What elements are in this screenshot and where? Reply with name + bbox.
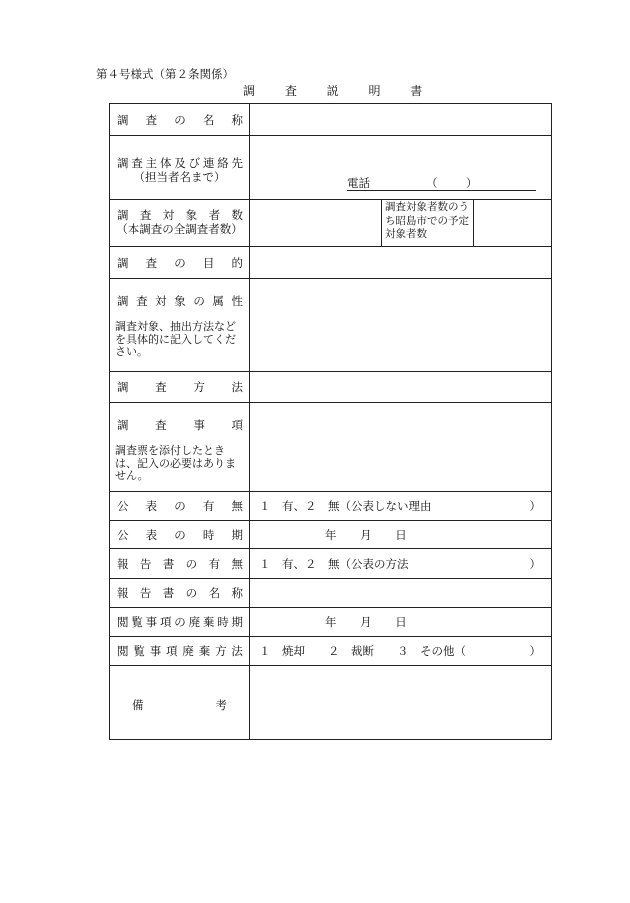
row-publication: [110, 492, 551, 521]
label-cell: [110, 247, 250, 278]
label-cell: [110, 279, 250, 371]
label-cell: [110, 549, 250, 578]
phone-paren-open: （: [426, 176, 438, 190]
label-cell: [110, 403, 250, 491]
publication-time-label: 公 表 の 時 期: [117, 528, 243, 542]
survey-name-label: 調 査 の 名 称: [117, 113, 243, 127]
row-publication-time: [110, 521, 551, 549]
items-field[interactable]: [250, 403, 551, 491]
attributes-field[interactable]: [250, 279, 551, 371]
form-number: 第４号様式（第２条関係）: [96, 67, 234, 81]
disposal-method-field[interactable]: [250, 637, 551, 665]
divider: [381, 200, 382, 246]
remarks-label: 備 考: [132, 698, 227, 712]
items-note: 調査票を添付したときは、記入の必要はありません。: [115, 444, 236, 482]
purpose-label: 調 査 の 目 的: [117, 256, 243, 270]
disposal-method-label: 閲 覧 事 項 廃 棄 方 法: [117, 644, 243, 658]
phone-label: 電話: [347, 176, 370, 190]
row-subject-count: [110, 200, 551, 247]
publication-options: １ 有、２ 無（公表しない理由: [259, 499, 432, 513]
survey-body-label: 調 査 主 体 及 び 連 絡 先: [117, 156, 243, 170]
row-report-name: [110, 579, 551, 608]
survey-body-sublabel: （担当者名まで）: [133, 170, 226, 184]
row-method: [110, 372, 551, 403]
subject-count-field[interactable]: [250, 200, 551, 246]
row-disposal-method: [110, 637, 551, 666]
label-cell: [110, 637, 250, 665]
survey-form-table: [109, 103, 552, 740]
disposal-options: １ 焼却 ２ 裁断 ３ その他（: [259, 644, 466, 658]
disposal-time-label: 閲 覧 事 項 の 廃 棄 時 期: [117, 615, 243, 629]
publication-label: 公 表 の 有 無: [117, 499, 243, 513]
publication-field[interactable]: [250, 492, 551, 520]
label-cell: [110, 372, 250, 402]
subject-count-sublabel: （本調査の全調査者数）: [116, 222, 243, 236]
row-attributes: [110, 279, 551, 372]
divider: [473, 200, 474, 246]
phone-line[interactable]: [347, 176, 536, 191]
row-survey-name: [110, 104, 551, 136]
label-cell: [110, 666, 250, 739]
label-cell: [110, 200, 250, 246]
document-title: 調 査 説 明 書: [243, 84, 423, 98]
label-cell: [110, 521, 250, 548]
label-cell: [110, 579, 250, 607]
survey-name-field[interactable]: [250, 104, 551, 135]
row-disposal-time: [110, 608, 551, 637]
report-options: １ 有、２ 無（公表の方法: [259, 557, 409, 571]
disposal-time-field[interactable]: [250, 608, 551, 636]
publication-paren-close: ）: [529, 499, 541, 513]
label-cell: [110, 492, 250, 520]
report-paren-close: ）: [529, 557, 541, 571]
row-items: [110, 403, 551, 492]
report-name-field[interactable]: [250, 579, 551, 607]
publication-date: 年 月 日: [325, 528, 407, 542]
city-count-label: 調査対象者数のうち昭島市での予定対象者数: [385, 201, 469, 240]
disposal-date: 年 月 日: [325, 615, 407, 629]
report-name-label: 報 告 書 の 名 称: [117, 586, 243, 600]
row-survey-body: [110, 136, 551, 200]
method-label: 調 査 方 法: [117, 380, 243, 394]
disposal-paren-close: ）: [529, 644, 541, 658]
method-field[interactable]: [250, 372, 551, 402]
label-cell: [110, 104, 250, 135]
survey-body-field[interactable]: [250, 136, 551, 199]
attributes-label: 調 査 対 象 の 属 性: [117, 294, 243, 308]
report-label: 報 告 書 の 有 無: [117, 557, 243, 571]
row-remarks: [110, 666, 551, 739]
purpose-field[interactable]: [250, 247, 551, 278]
label-cell: [110, 608, 250, 636]
phone-paren-close: ）: [466, 176, 478, 190]
attributes-note: 調査対象、抽出方法などを具体的に記入してください。: [115, 320, 236, 358]
publication-time-field[interactable]: [250, 521, 551, 548]
subject-count-label: 調 査 対 象 者 数: [117, 208, 243, 222]
items-label: 調 査 事 項: [117, 418, 243, 432]
row-purpose: [110, 247, 551, 279]
row-report: [110, 549, 551, 579]
remarks-field[interactable]: [250, 666, 551, 739]
report-field[interactable]: [250, 549, 551, 578]
label-cell: [110, 136, 250, 199]
